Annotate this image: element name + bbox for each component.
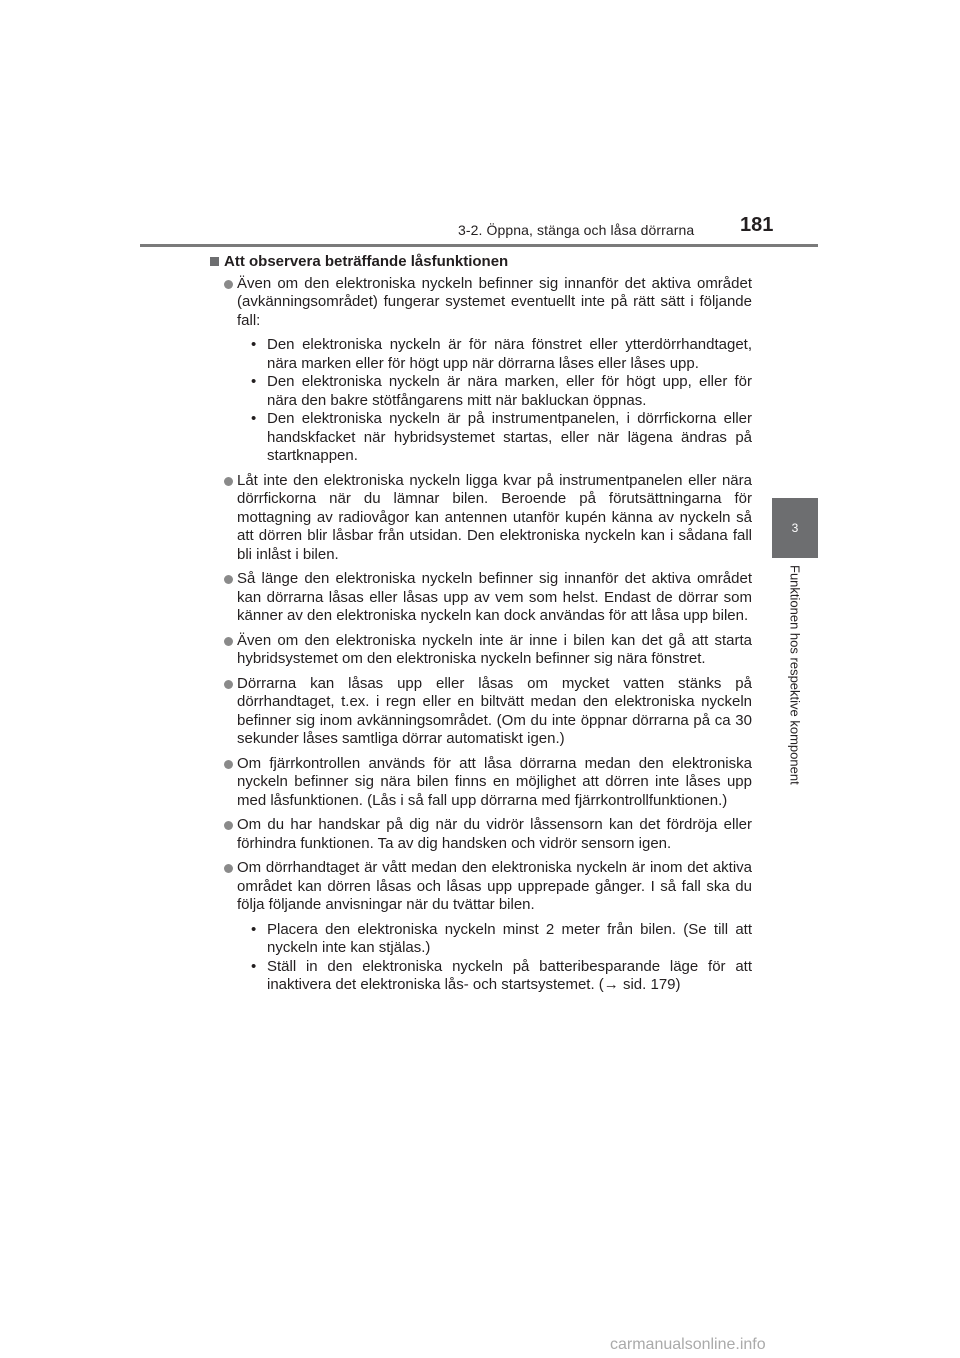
list-item — [210, 816, 752, 853]
list-item-text: Dörrarna kan låsas upp eller låsas om mycket vatten stänks på dörrhandtaget, t.ex. i regn eller en biltvätt medan den elektroniska nyckeln befinner sig inom avkänningsområdet. (Om du inte öppnar dörrarna på ca 30 sekunder låses samtliga dörrar automatiskt igen.) — [237, 674, 752, 747]
main-content — [210, 253, 752, 1001]
circle-bullet-icon — [224, 680, 233, 689]
section-heading — [210, 253, 752, 272]
circle-bullet-icon — [224, 280, 233, 289]
list-item-text: Även om den elektroniska nyckeln befinner sig innanför det aktiva området (avkänningsområdet) fungerar systemet eventuellt inte på rätt sätt i följande fall: — [237, 274, 752, 329]
circle-bullet-icon — [224, 864, 233, 873]
sub-list-item-text: Den elektroniska nyckeln är på instrumentpanelen, i dörrfickorna eller handskfacket när hybridsystemet startas, eller när lägena ändras på startknappen. — [267, 410, 752, 464]
circle-bullet-icon — [224, 821, 233, 830]
chapter-number: 3 — [791, 521, 799, 535]
sub-list-item-text: Placera den elektroniska nyckeln minst 2 meter från bilen. (Se till att nyckeln inte kan stjälas.) — [267, 920, 752, 956]
circle-bullet-icon — [224, 637, 233, 646]
list-item — [210, 275, 752, 466]
sub-list-item — [251, 336, 752, 373]
page-number: 181 — [740, 214, 774, 236]
section-title-text: Att observera beträffande låsfunktionen — [224, 253, 509, 270]
circle-bullet-icon — [224, 575, 233, 584]
items-list — [210, 275, 752, 995]
circle-bullet-icon — [224, 477, 233, 486]
chapter-title: Funktionen hos respektive komponent — [787, 565, 803, 785]
list-item-text: Även om den elektroniska nyckeln inte är inne i bilen kan det gå att starta hybridsystemet om den elektroniska nyckeln befinner sig nära fönstret. — [237, 631, 752, 667]
small-bullet-icon: • — [251, 920, 257, 938]
list-item — [210, 472, 752, 565]
list-item-text: Om dörrhandtaget är vått medan den elektroniska nyckeln är inom det aktiva området kan dörren låsas och låsas upp upprepade gånger. I så fall ska du följa följande anvisningar när du tvättar bilen. — [237, 859, 752, 913]
list-item — [210, 755, 752, 811]
sub-list-item-text: Den elektroniska nyckeln är för nära fönstret eller ytterdörrhandtaget, nära marken eller för högt upp när dörrarna låses eller låses upp. — [267, 336, 752, 372]
sub-list-item — [251, 410, 752, 466]
sub-list-item-text: Den elektroniska nyckeln är nära marken, eller för högt upp, eller för nära den bakre stötfångarens mitt när bakluckan öppnas. — [267, 373, 752, 409]
small-bullet-icon: • — [251, 410, 257, 427]
list-item-text: Om du har handskar på dig när du vidrör låssensorn kan det fördröja eller förhindra funktionen. Ta av dig handsken och vidrör sensorn igen. — [237, 816, 752, 852]
watermark: carmanualsonline.info — [610, 1336, 766, 1353]
sub-list — [237, 921, 752, 995]
sub-list-item-text: Ställ in den elektroniska nyckeln på batteribesparande läge för att inaktivera det elektroniska lås- och startsystemet. (→ sid. 179) — [267, 957, 752, 993]
small-bullet-icon: • — [251, 373, 257, 390]
square-bullet-icon — [210, 257, 219, 266]
list-item-text: Så länge den elektroniska nyckeln befinner sig innanför det aktiva området kan dörrarna låsas eller låsas upp av vem som helst. Endast de dörrar som känner av den elektroniska nyckeln kan dock användas för att låsa upp bilen. — [237, 570, 752, 624]
list-item-text: Om fjärrkontrollen används för att låsa dörrarna medan den elektroniska nyckeln befinner sig nära bilen finns en möjlighet att dörren inte låses upp med låsfunktionen. (Lås i så fall upp dörrarna med fjärrkontrollfunktionen.) — [237, 754, 752, 809]
sub-list — [237, 336, 752, 466]
list-item — [210, 570, 752, 626]
list-item — [210, 675, 752, 749]
header-section-title: 3-2. Öppna, stänga och låsa dörrarna — [458, 222, 695, 238]
circle-bullet-icon — [224, 760, 233, 769]
sub-list-item — [251, 921, 752, 958]
sub-list-item — [251, 958, 752, 995]
sub-list-item — [251, 373, 752, 410]
small-bullet-icon: • — [251, 336, 257, 353]
chapter-tab — [772, 498, 818, 558]
list-item-text: Låt inte den elektroniska nyckeln ligga kvar på instrumentpanelen eller nära dörrfickorna när du lämnar bilen. Beroende på förutsättningarna för mottagning av radiovågor kan antennen utanför kupén känna av nyckeln så att dörren blir låsbar från utsidan. Den elektroniska nyckeln kan i sådana fall bli inlåst i bilen. — [237, 471, 752, 563]
small-bullet-icon: • — [251, 957, 257, 975]
list-item — [210, 632, 752, 669]
list-item — [210, 859, 752, 995]
header-divider — [140, 244, 818, 247]
